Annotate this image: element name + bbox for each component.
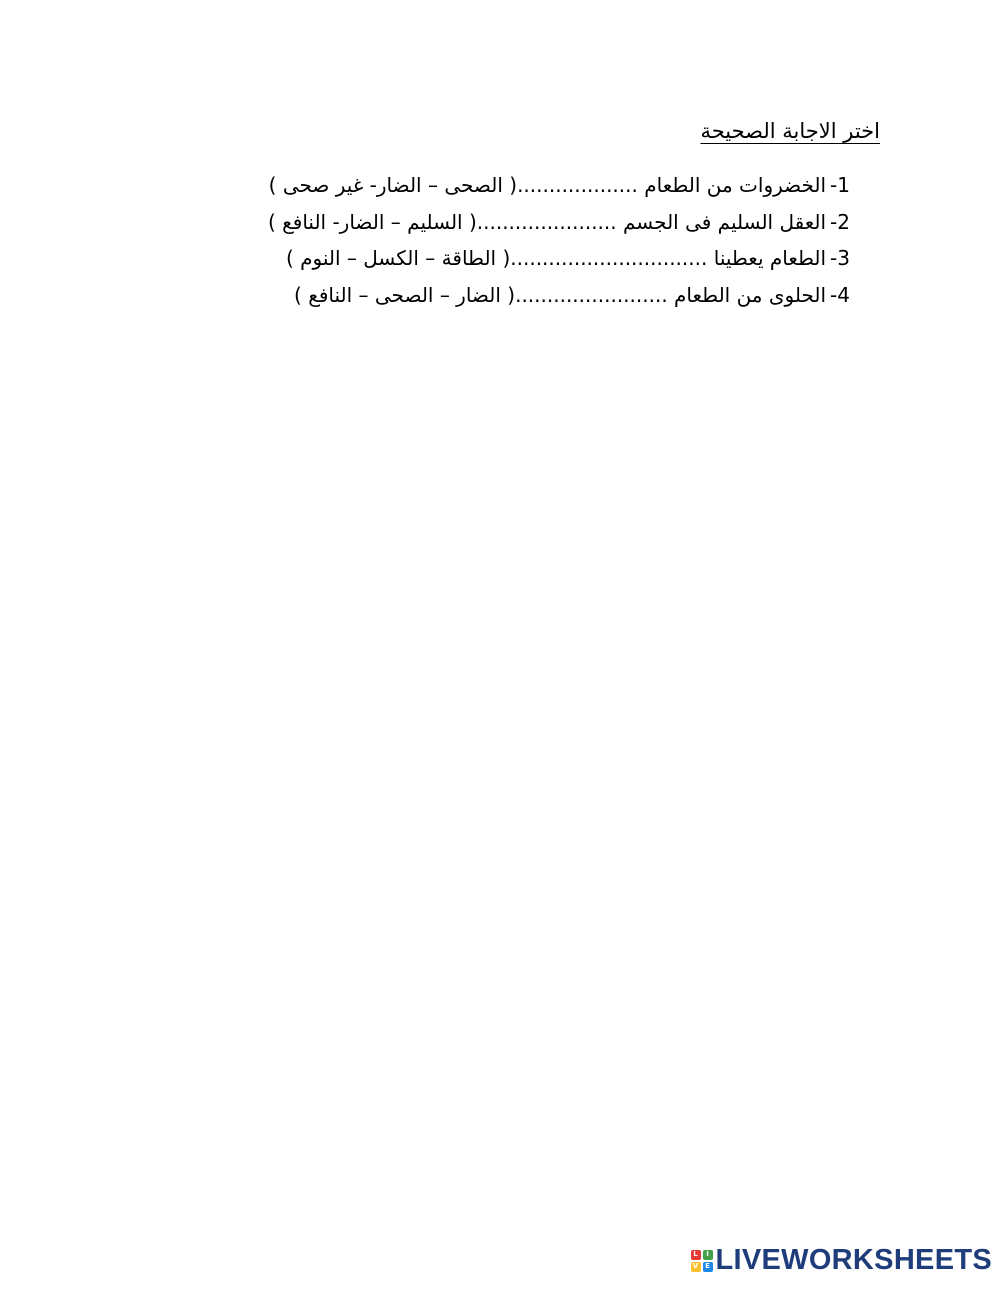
question-1 xyxy=(268,168,850,205)
answer-blank[interactable]: ................... xyxy=(517,173,638,197)
question-prompt: العقل السليم فى الجسم xyxy=(623,209,827,234)
answer-blank[interactable]: ............................... xyxy=(510,246,708,271)
question-prompt: الطعام يعطينا xyxy=(713,246,827,271)
answer-choices: ( الضار – الصحى – النافع ) xyxy=(294,282,516,307)
logo-letter-l: L xyxy=(691,1250,701,1260)
answer-choices: ( الصحى – الضار- غير صحى ) xyxy=(268,173,518,197)
question-number: 1- xyxy=(830,173,850,197)
worksheet-title: اختر الاجابة الصحيحة xyxy=(700,119,880,143)
logo-letter-i: I xyxy=(703,1250,713,1260)
question-prompt: الخضروات من الطعام xyxy=(644,173,827,197)
question-2 xyxy=(268,205,850,242)
answer-blank[interactable]: ........................ xyxy=(515,282,668,307)
question-4 xyxy=(268,278,850,315)
liveworksheets-logo xyxy=(691,1244,993,1277)
logo-letter-v: V xyxy=(691,1262,701,1272)
question-number: 4- xyxy=(830,282,850,307)
question-prompt: الحلوى من الطعام xyxy=(674,282,827,307)
answer-choices: ( الطاقة – الكسل – النوم ) xyxy=(285,246,511,271)
answer-choices: ( السليم – الضار- النافع ) xyxy=(267,209,477,234)
question-number: 2- xyxy=(830,209,850,234)
question-number: 3- xyxy=(830,246,850,271)
answer-blank[interactable]: ...................... xyxy=(476,209,617,234)
logo-letter-e: E xyxy=(703,1262,713,1272)
logo-icon xyxy=(691,1250,713,1272)
question-3 xyxy=(268,241,850,278)
brand-name: LIVEWORKSHEETS xyxy=(715,1244,992,1276)
question-list xyxy=(268,168,850,314)
